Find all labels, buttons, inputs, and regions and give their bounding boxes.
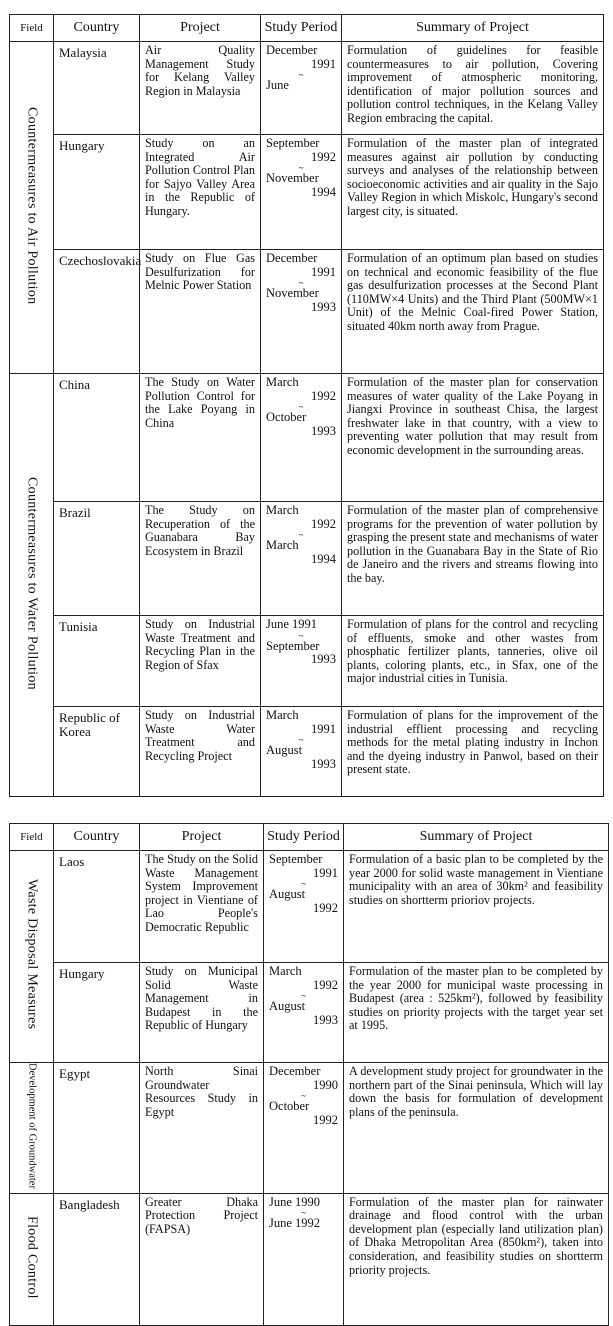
header-row [10,824,609,851]
field-flood-control: Flood Control [10,1193,54,1325]
summary-cell: Formulation of the master plan of integrated measures against air pollution by conducting surveys and analyses of the relationship between socioeconomic activities and air quality in the Sajo Valley Region in which Miskolc, Hungary's second largest city, is situated. [342,135,604,250]
country-cell: Czechoslovakia [54,250,140,374]
table-row [10,851,609,963]
period-cell: December 1990 ~ October 1992 [264,1063,344,1194]
header-project: Project [140,15,261,42]
period-cell: June 1990 ~ June 1992 [264,1193,344,1325]
header-field: Field [10,824,54,851]
project-cell: Study on Municipal Solid Waste Management in Budapest in the Republic of Hungary [140,963,264,1063]
table-row [10,963,609,1063]
summary-cell: A development study project for groundwater in the northern part of the Sinai peninsula, Which will lay down the basis for formulation of development plans of the peninsula. [344,1063,609,1194]
period-cell: June 1991 ~ September 1993 [261,616,342,707]
table-row [10,616,604,707]
project-cell: The Study on the Solid Waste Management System Improvement project in Vientiane of Lao People's Democratic Republic [140,851,264,963]
country-cell: Republic of Korea [54,707,140,797]
country-cell: Hungary [54,963,140,1063]
country-cell: Hungary [54,135,140,250]
summary-cell: Formulation of guidelines for feasible countermeasures to air pollution, Covering improvement of atmospheric monitoring, identification of major pollution sources and pollution control techniques, in the Kelang Valley Region embracing the capital. [342,42,604,135]
country-cell: Tunisia [54,616,140,707]
period-cell: March 1992 ~ October 1993 [261,374,342,502]
country-cell: Laos [54,851,140,963]
header-period: Study Period [261,15,342,42]
header-project: Project [140,824,264,851]
country-cell: Malaysia [54,42,140,135]
table-row [10,1063,609,1194]
projects-table-1 [9,14,604,797]
field-waste-disposal: Waste Disposal Measures [10,851,54,1063]
period-cell: March 1992 ~ August 1993 [264,963,344,1063]
period-cell: March 1992 ~ March 1994 [261,502,342,616]
project-cell: Study on Industrial Waste Water Treatment and Recycling Project [140,707,261,797]
table-row [10,135,604,250]
header-row [10,15,604,42]
period-cell: September 1991 ~ August 1992 [264,851,344,963]
project-cell: Greater Dhaka Protection Project (FAPSA) [140,1193,264,1325]
header-country: Country [54,15,140,42]
country-cell: Brazil [54,502,140,616]
table-row [10,374,604,502]
summary-cell: Formulation of the master plan of comprehensive programs for the prevention of water pollution by grasping the present state and mechanisms of water pollution in the Guanabara Bay in the State of Rio de Janeiro and the rivers and streams flowing into the bay. [342,502,604,616]
period-cell: December 1991 ~ November 1993 [261,250,342,374]
header-summary: Summary of Project [344,824,609,851]
country-cell: China [54,374,140,502]
header-summary: Summary of Project [342,15,604,42]
project-cell: Air Quality Management Study for Kelang Valley Region in Malaysia [140,42,261,135]
country-cell: Bangladesh [54,1193,140,1325]
project-cell: The Study on Water Pollution Control for the Lake Poyang in China [140,374,261,502]
projects-table-2 [9,823,609,1326]
summary-cell: Formulation of the master plan to be completed by the year 2000 for municipal waste processing in Budapest (area : 525km²), followed by feasibility studies on priority projects with the target year set at 1995. [344,963,609,1063]
field-air-pollution: Countermeasures to Air Pollution [10,42,54,374]
project-cell: Study on Industrial Waste Treatment and Recycling Plan in the Region of Sfax [140,616,261,707]
project-cell: The Study on Recuperation of the Guanabara Bay Ecosystem in Brazil [140,502,261,616]
period-cell: December 1991 ~ June [261,42,342,135]
header-period: Study Period [264,824,344,851]
table-row [10,502,604,616]
summary-cell: Formulation of plans for the control and recycling of effluents, smoke and other wastes from phosphatic fertilizer plants, tanneries, olive oil plants, coloring plants, etc., in Sfax, one of the major industrial cities in Tunisia. [342,616,604,707]
field-groundwater: Development of Groundwater [10,1063,54,1194]
summary-cell: Formulation of a basic plan to be completed by the year 2000 for solid waste management in Vientiane municipality with an area of 30km² and feasibility studies on shortterm prioriov projects. [344,851,609,963]
header-field: Field [10,15,54,42]
country-cell: Egypt [54,1063,140,1194]
header-country: Country [54,824,140,851]
table-row [10,707,604,797]
field-water-pollution: Countermeasures to Water Pollution [10,374,54,797]
summary-cell: Formulation of an optimum plan based on studies on technical and economic feasibility of the flue gas desulfurization processes at the Second Plant (110MW×4 Units) and the Third Plant (500MW×1 Unit) of the Melnic Coal-fired Power Station, situated 40km north away from Prague. [342,250,604,374]
table-row [10,42,604,135]
table-row [10,250,604,374]
project-cell: Study on Flue Gas Desulfurization for Melnic Power Station [140,250,261,374]
summary-cell: Formulation of the master plan for rainwater drainage and flood control with the urban development plan (especially land utilization plan) of Dhaka Metropolitan Area (850km²), taken into consideration, and feasibility studies on shortterm priority projects. [344,1193,609,1325]
table-row [10,1193,609,1325]
period-cell: September 1992 ~ November 1994 [261,135,342,250]
project-cell: Study on an Integrated Air Pollution Control Plan for Sajyo Valley Area in the Republic of Hungary. [140,135,261,250]
period-cell: March 1991 ~ August 1993 [261,707,342,797]
project-cell: North Sinai Groundwater Resources Study in Egypt [140,1063,264,1194]
summary-cell: Formulation of the master plan for conservation measures of water quality of the Lake Poyang in Jiangxi Province in southeast Chisa, the largest freshwater lake in that country, with a view to preventing water pollution that may result from economic development in the surrounding areas. [342,374,604,502]
summary-cell: Formulation of plans for the improvement of the industrial efflient processing and recycling methods for the metal plating industry in Inchon and the dyeing industry in Panwol, based on their present state. [342,707,604,797]
